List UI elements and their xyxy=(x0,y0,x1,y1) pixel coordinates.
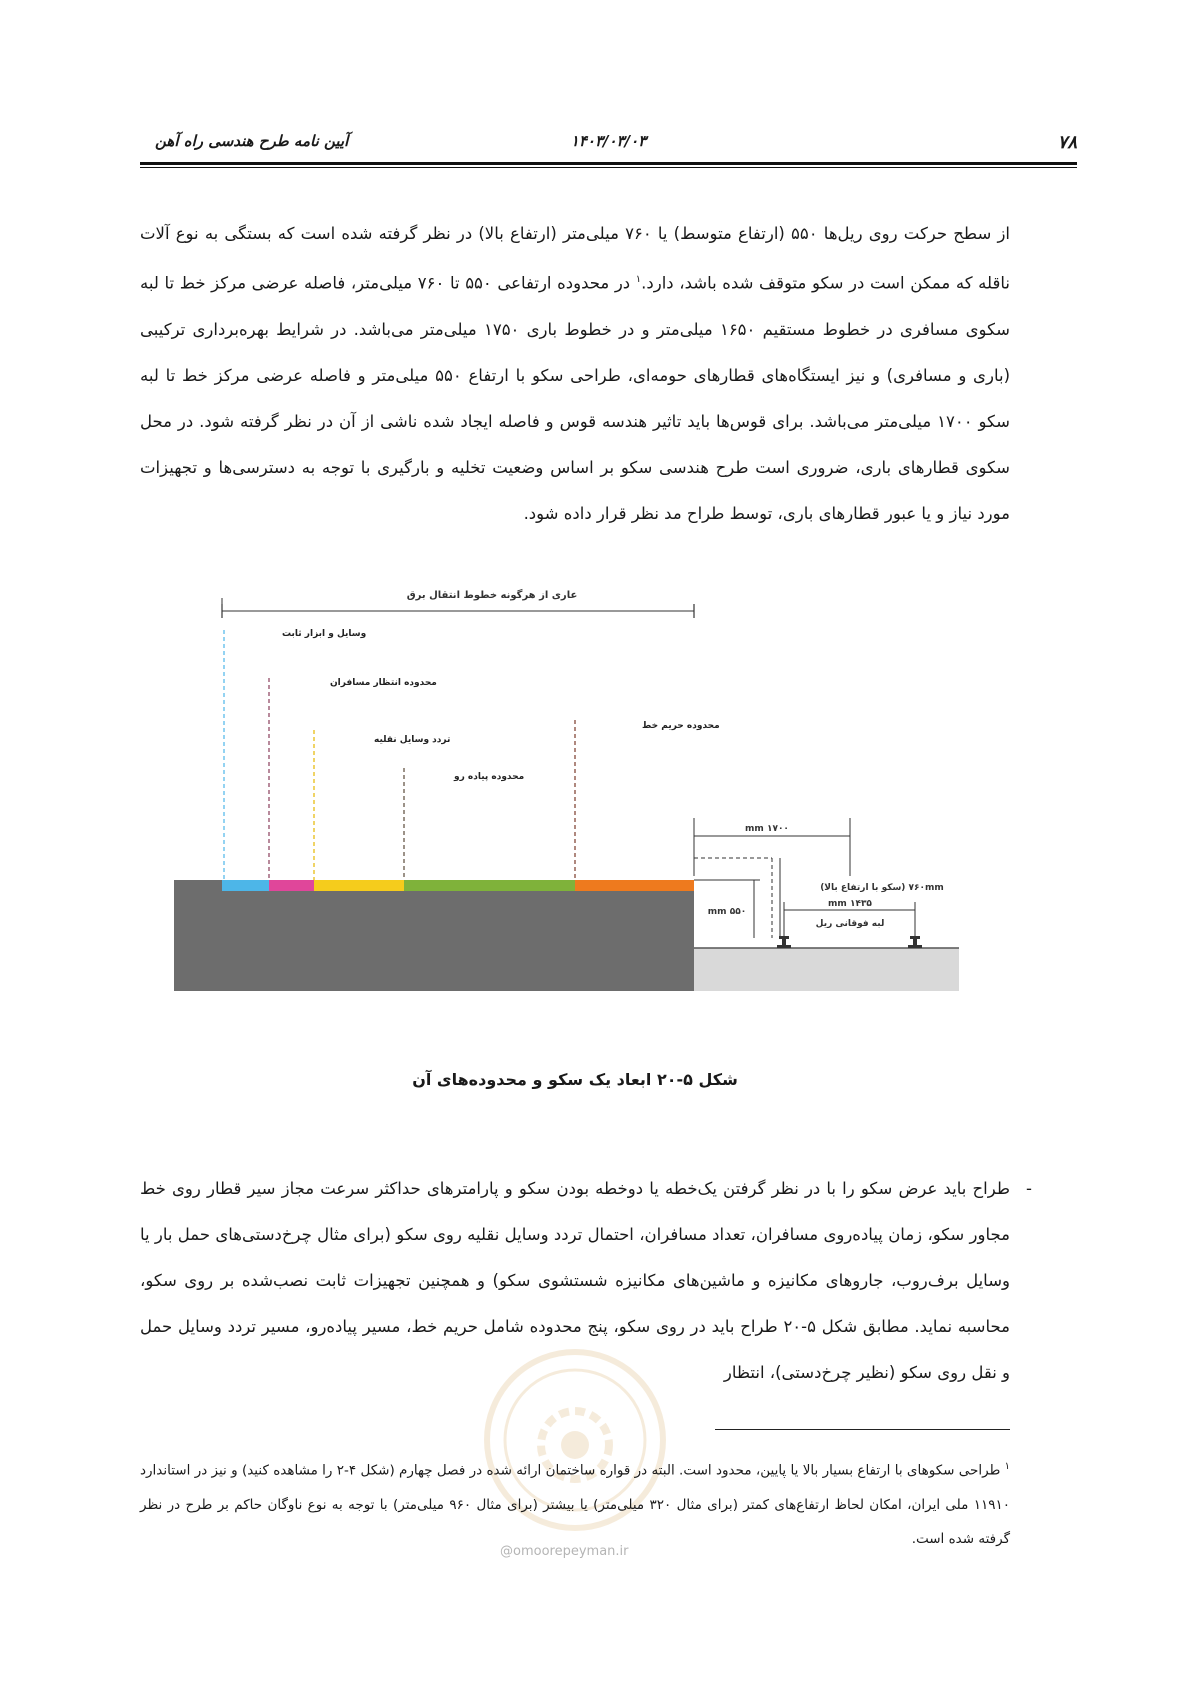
zone-strip-passenger-waiting xyxy=(269,880,314,891)
platform-body xyxy=(174,880,694,991)
figure-caption: شکل ۵-۲۰ ابعاد یک سکو و محدوده‌های آن xyxy=(412,1070,738,1089)
page-number: ۷۸ xyxy=(1057,132,1077,153)
dim-1700-label: ۱۷۰۰ mm xyxy=(745,824,789,834)
bullet-text: طراح باید عرض سکو را با در نظر گرفتن یک‌خطه یا دوخطه بودن سکو و پارامترهای حداکثر سرعت مجاز سیر قطار روی خط مجاور سکو، زمان پیاده‌روی مسافران، تعداد مسافران، احتمال تردد وسایل نقلیه روی سکو (برای مثال چرخ‌دستی‌های حمل بار یا وسایل برف‌روب، جاروهای مکانیزه و ماشین‌های مکانیزه شستشوی سکو) و همچنین تجهیزات ثابت نصب‌شده بر روی سکو، محاسبه نماید. مطابق شکل ۵-۲۰ طراح باید در روی سکو، پنج محدوده شامل حریم خط، مسیر پیاده‌رو، مسیر تردد وسایل حمل و نقل روی سکو (نظیر چرخ‌دستی)، انتظار xyxy=(140,1179,1010,1382)
footnote-rule xyxy=(715,1429,1010,1430)
header-rule-thin xyxy=(140,167,1077,168)
zone-label-passenger-waiting: محدوده انتظار مسافران xyxy=(330,678,437,688)
footnote-marker: ۱ xyxy=(1004,1461,1011,1472)
body-paragraph xyxy=(140,211,1010,537)
header-rule xyxy=(140,162,1077,165)
rail-top-label: لبه فوقانی ریل xyxy=(815,919,885,929)
rail-right xyxy=(908,936,922,948)
page-header xyxy=(140,128,1077,164)
zone-strip-fixed-equipment xyxy=(222,880,269,891)
document-title: آیین نامه طرح هندسی راه آهن xyxy=(155,132,349,150)
rail-left xyxy=(777,936,791,948)
paragraph-text: از سطح حرکت روی ریل‌ها ۵۵۰ (ارتفاع متوسط) یا ۷۶۰ میلی‌متر (ارتفاع بالا) در نظر گرفته شده است که بستگی به نوع آلات ناقله که ممکن است در سکو متوقف شده باشد، دارد. xyxy=(140,224,1010,293)
zone-strip-track-clearance xyxy=(575,880,694,891)
zone-label-vehicle-traffic: تردد وسایل نقلیه xyxy=(374,735,451,745)
platform-diagram xyxy=(182,590,1042,1063)
top-span-label: عاری از هرگونه خطوط انتقال برق xyxy=(406,590,578,601)
track-bed xyxy=(694,948,959,991)
footnote xyxy=(140,1450,1010,1556)
paragraph-text-continued: در محدوده ارتفاعی ۵۵۰ تا ۷۶۰ میلی‌متر، فاصله عرضی مرکز خط تا لبه سکوی مسافری در خطوط مستقیم ۱۶۵۰ میلی‌متر و در خطوط باری ۱۷۵۰ میلی‌متر می‌باشد. در شرایط بهره‌برداری ترکیبی (باری و مسافری) و نیز ایستگاه‌های قطارهای حومه‌ای، طراحی سکو با ارتفاع ۵۵۰ میلی‌متر و فاصله عرضی مرکز خط تا لبه سکو ۱۷۰۰ میلی‌متر می‌باشد. برای قوس‌ها باید تاثیر هندسه قوس و فاصله ایجاد شده ناشی از آن در نظر گرفته شود. در محل سکوی قطارهای باری، ضروری است طرح هندسی سکو بر اساس وضعیت تخلیه و بارگیری با توجه به دسترسی‌ها و تجهیزات مورد نیاز و یا عبور قطارهای باری، توسط طراح مد نظر قرار داده شود. xyxy=(140,273,1011,523)
footnote-text: طراحی سکوهای با ارتفاع بسیار بالا یا پایین، محدود است. البته در قواره ساختمان ارائه شده در فصل چهارم (شکل ۴-۲ را مشاهده کنید) و نیز در استاندارد ۱۱۹۱۰ ملی ایران، امکان لحاظ ارتفاع‌های کمتر (برای مثال ۳۲۰ میلی‌متر) یا بیشتر (برای مثال ۹۶۰ میلی‌متر) با توجه به نوع ناوگان حاکم بر طرح در نظر گرفته شده است. xyxy=(140,1462,1010,1547)
zone-label-fixed-equipment: وسایل و ابزار ثابت xyxy=(282,629,367,639)
bullet-dash: - xyxy=(1026,1179,1032,1198)
zone-strip-walkway xyxy=(404,880,575,891)
dim-1435-label: ۱۴۳۵ mm xyxy=(828,899,872,909)
zone-strip-vehicle-traffic xyxy=(314,880,404,891)
dim-760-label: ۷۶۰mm (سکو با ارتفاع بالا) xyxy=(820,883,944,893)
zone-label-track-clearance: محدوده حریم خط xyxy=(642,721,720,731)
zone-label-walkway: محدوده پیاده رو xyxy=(454,772,525,782)
dim-550-label: ۵۵۰ mm xyxy=(707,907,747,917)
header-date: ۱۴۰۳/۰۳/۰۳ xyxy=(570,132,647,150)
watermark-url: @omoorepeyman.ir xyxy=(500,1544,629,1559)
footnote-reference: ۱ xyxy=(635,274,642,285)
